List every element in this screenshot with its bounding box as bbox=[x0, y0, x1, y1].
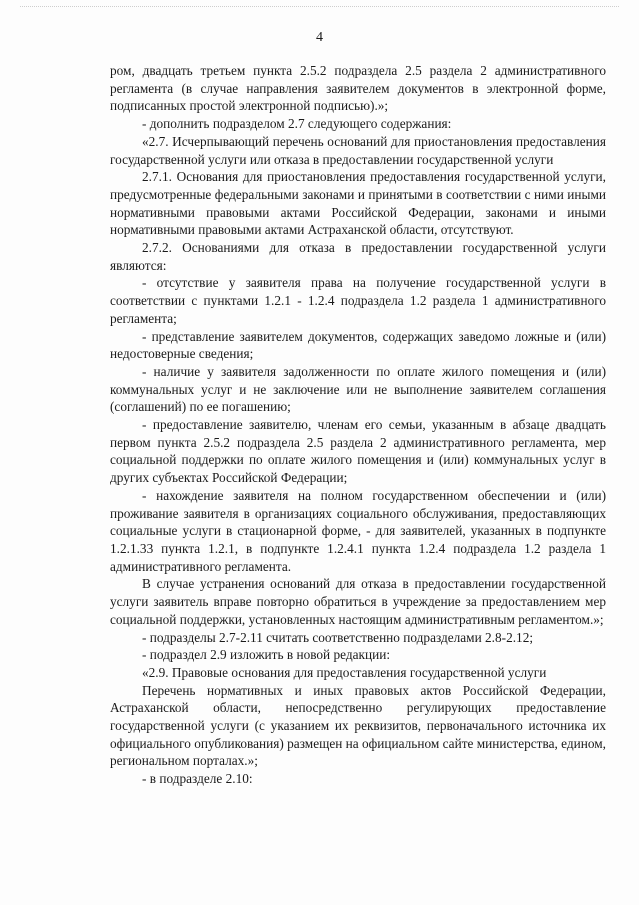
page-number: 4 bbox=[316, 30, 323, 45]
paragraph: - наличие у заявителя задолженности по оплате жилого помещения и (или) коммунальных услуг и не заключение или не выполнение заявителем соглашения (соглашений) по ее погашению; bbox=[110, 363, 606, 415]
paragraph: - подраздел 2.9 изложить в новой редакции: bbox=[142, 647, 391, 663]
scan-edge-artifact bbox=[20, 6, 619, 8]
paragraph: - отсутствие у заявителя права на получение государственной услуги в соответствии с пунктами 1.2.1 - 1.2.4 подраздела 1.2 раздела 1 административного регламента; bbox=[110, 275, 606, 326]
paragraph: - нахождение заявителя на полном государственном обеспечении и (или) проживание заявителя в организациях социального обслуживания, предоставляющих социальные услуги в стационарной форме, - для заявителей, указанных в подпункте 1.2.1.33 пункта 1.2.1, в подпункте 1.2.4.1 пункта 1.2.4 подраздела 1.2 раздела 1 административного регламента. bbox=[110, 487, 606, 574]
paragraph: «2.7. Исчерпывающий перечень оснований для приостановления предоставления государственной услуги или отказа в предоставлении государственной услуги bbox=[110, 133, 606, 167]
paragraph: - в подразделе 2.10: bbox=[142, 771, 253, 787]
paragraph: Перечень нормативных и иных правовых актов Российской Федерации, Астраханской области, непосредственно регулирующих предоставление государственной услуги (с указанием их реквизитов, первоначального источника их официального опубликования) размещен на официальном сайте министерства, едином, региональном порталах.»; bbox=[110, 682, 606, 769]
paragraph: - представление заявителем документов, содержащих заведомо ложные и (или) недостоверные сведения; bbox=[110, 328, 606, 362]
document-body bbox=[110, 62, 606, 788]
paragraph: В случае устранения оснований для отказа в предоставлении государственной услуги заявитель вправе повторно обратиться в учреждение за предоставлением мер социальной поддержки, установленных настоящим административным регламентом.»; bbox=[110, 576, 606, 627]
paragraph: ром, двадцать третьем пункта 2.5.2 подраздела 2.5 раздела 2 административного регламента (в случае направления заявителем документов в электронной форме, подписанных простой электронной подписью).»; bbox=[110, 63, 606, 114]
section-heading: «2.9. Правовые основания для предоставления государственной услуги bbox=[142, 664, 547, 680]
paragraph: 2.7.1. Основания для приостановления предоставления государственной услуги, предусмотренные федеральными законами и принятыми в соответствии с ними иными нормативными правовыми актами Российской Федерации, законами и иными нормативными правовыми актами Астраханской области, отсутствуют. bbox=[110, 169, 606, 238]
paragraph: - подразделы 2.7-2.11 считать соответственно подразделами 2.8-2.12; bbox=[142, 629, 534, 645]
paragraph: - предоставление заявителю, членам его семьи, указанным в абзаце двадцать первом пункта 2.5.2 подраздела 2.5 раздела 2 административного регламента, мер социальной поддержки по оплате жилого помещения и (или) коммунальных услуг в других субъектах Российской Федерации; bbox=[110, 417, 606, 486]
paragraph: - дополнить подразделом 2.7 следующего содержания: bbox=[142, 116, 452, 132]
paragraph: 2.7.2. Основаниями для отказа в предоставлении государственной услуги являются: bbox=[110, 240, 606, 273]
